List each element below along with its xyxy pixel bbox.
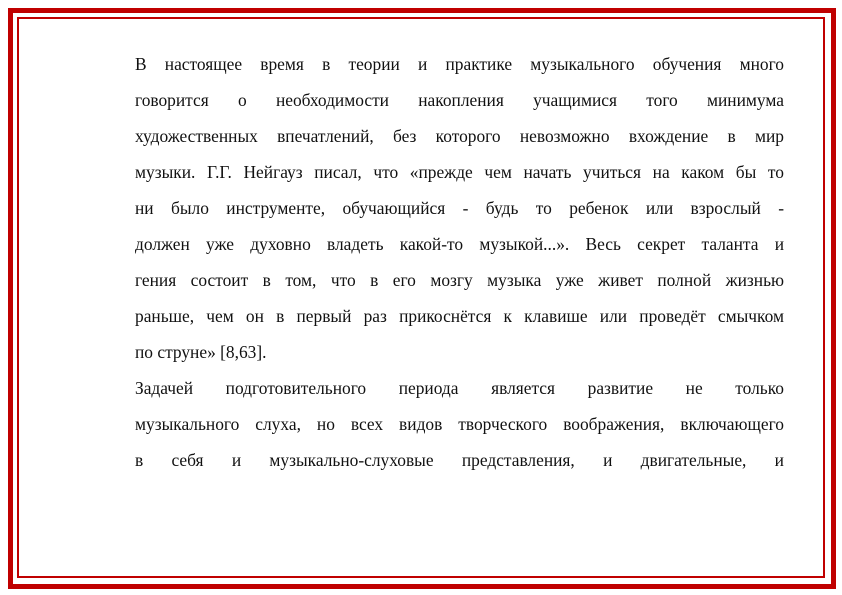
paragraph-1-line: гения состоит в том, что в его мозгу музыка уже живет полной жизнью (135, 270, 784, 290)
paragraph-1-line: раньше, чем он в первый раз прикоснётся к клавише или проведёт смычком (135, 306, 784, 326)
body-text (135, 46, 784, 478)
paragraph-1-line: В настоящее время в теории и практике музыкального обучения много (135, 54, 784, 74)
paragraph-1-line: говорится о необходимости накопления учащимися того минимума (135, 90, 784, 110)
paragraph-2-line: в себя и музыкально-слуховые представления, и двигательные, и (135, 450, 784, 470)
paragraph-2-line: музыкального слуха, но всех видов творческого воображения, включающего (135, 414, 784, 434)
paragraph-1-line: должен уже духовно владеть какой-то музыкой...». Весь секрет таланта и (135, 234, 784, 254)
paragraph-1-line: художественных впечатлений, без которого невозможно вхождение в мир (135, 126, 784, 146)
paragraph-1-line: музыки. Г.Г. Нейгауз писал, что «прежде чем начать учиться на каком бы то (135, 162, 784, 182)
paragraph-1-line: ни было инструменте, обучающийся - будь то ребенок или взрослый - (135, 198, 784, 218)
paragraph-2-line: Задачей подготовительного периода является развитие не только (135, 378, 784, 398)
paragraph-1-line: по струне» [8,63]. (135, 342, 267, 362)
